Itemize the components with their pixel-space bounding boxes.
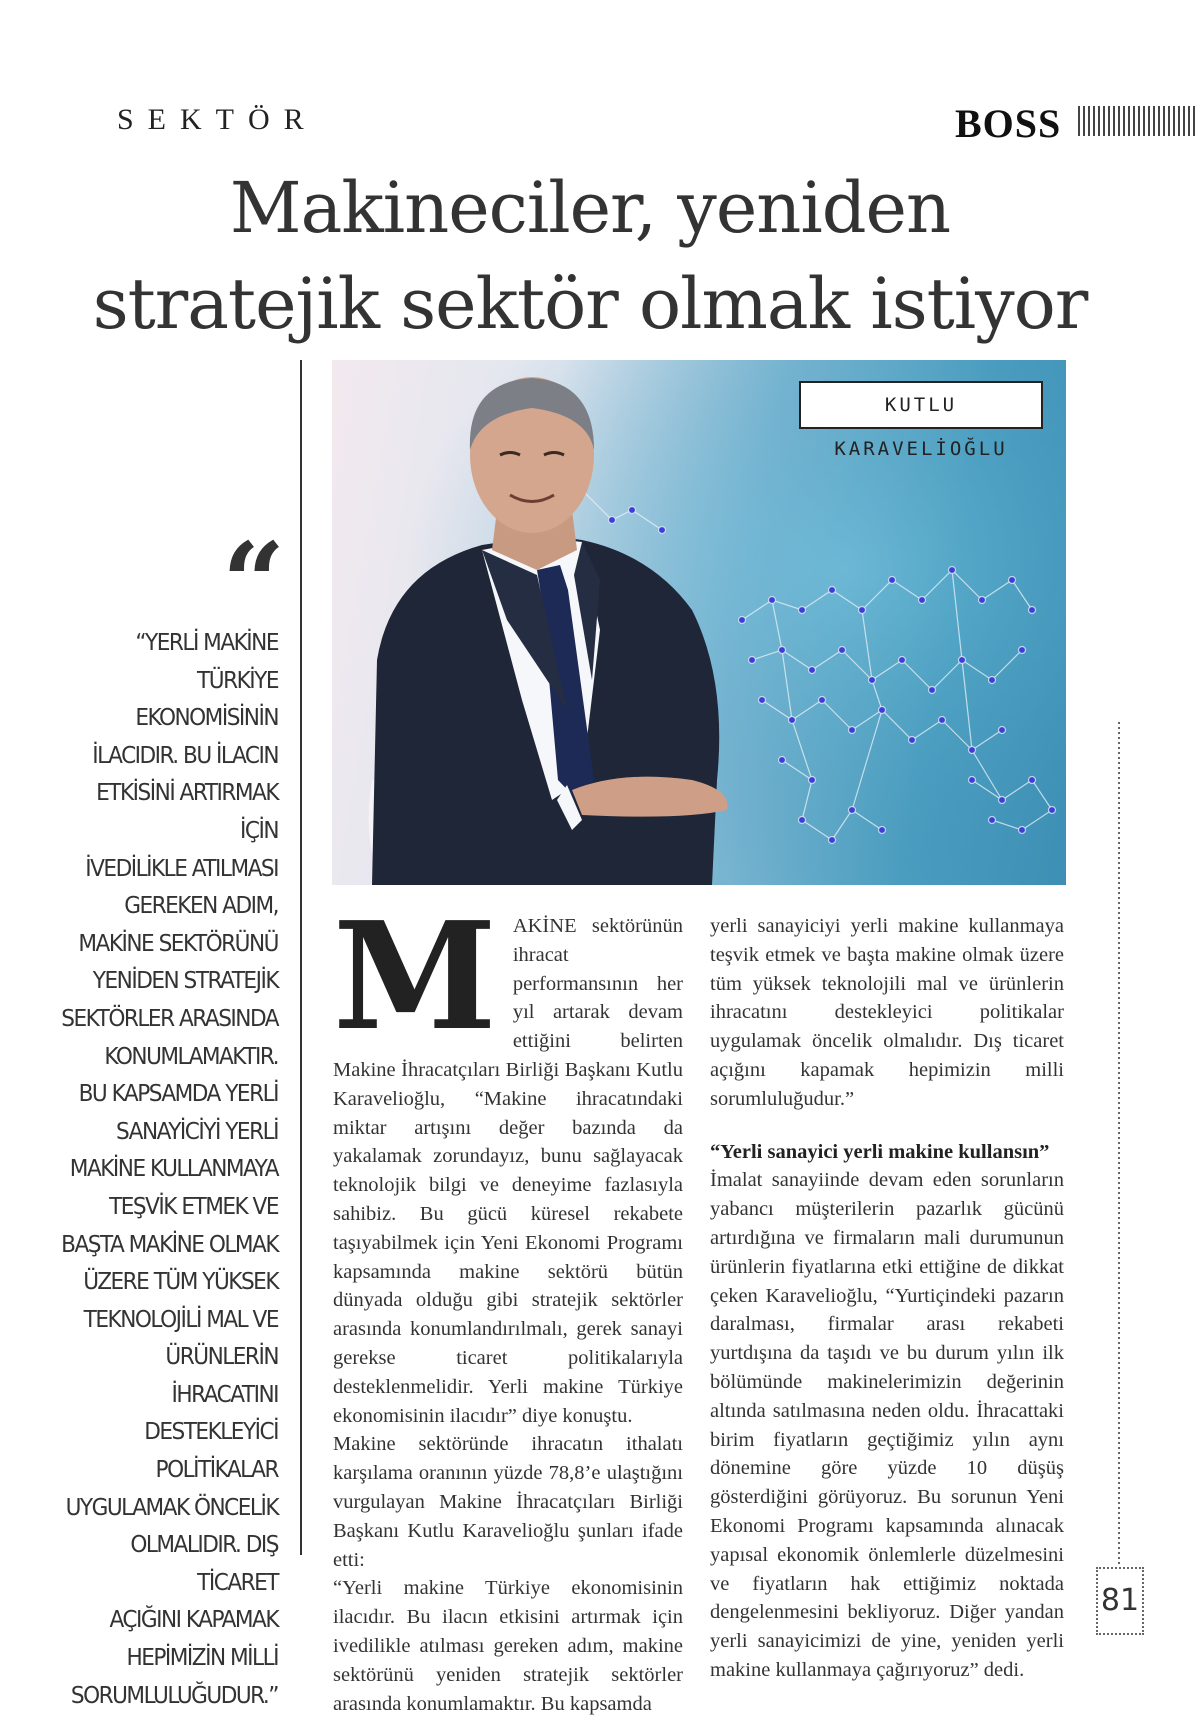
article-paragraph: “Yerli makine Türkiye ekonomisinin ilacıdır. Bu ilacın etkisini artırmak için ivedilikle atılması gereken adım, makine sektörünü yeniden stratejik sektörler arasında konumlamaktır. Bu kapsamda [333, 1577, 683, 1715]
drop-cap: M [333, 889, 497, 1063]
pull-quote-line: YENİDEN STRATEJİK [92, 968, 278, 995]
article-subheading: “Yerli sanayici yerli makine kullansın” [710, 1140, 1050, 1163]
page-edge-dotted-line [1118, 722, 1120, 1567]
pull-quote-line: MAKİNE SEKTÖRÜNÜ [78, 930, 278, 957]
article-column-1 [333, 889, 683, 1718]
pull-quote [54, 625, 278, 1715]
pull-quote-line: ÜZERE TÜM YÜKSEK [83, 1269, 278, 1296]
pull-quote-line: DESTEKLEYİCİ [144, 1419, 278, 1446]
name-tag: KUTLU KARAVELİOĞLU [799, 381, 1043, 429]
pull-quote-line: SANAYİCİYİ YERLİ [116, 1118, 278, 1145]
pull-quote-line: UYGULAMAK ÖNCELİK [65, 1494, 278, 1521]
pull-quote-line: SEKTÖRLER ARASINDA [61, 1005, 278, 1032]
article-headline [0, 160, 1180, 352]
article-paragraph: AKİNE sektörünün ihracat performansının her yıl artarak devam ettiğini belirten Makine İhracatçıları Birliği Başkanı Kutlu Karavelioğlu, “Makine ihracatındaki miktar artışını değer bazında da yakalamak zorundayız, bunu sağlayacak teknolojik bilgi ve deneyime fazlasıyla sahibiz. Bu gücü küresel rekabete taşıyabilmek için Yeni Ekonomi Programı kapsamında makine sektörü bütün dünyada olduğu gibi stratejik sektörler arasında konumlandırılmalı, gerek sanayi gerekse ticaret politikalarıyla desteklenmelidir. Yerli makine Türkiye ekonomisinin ilacıdır” diye konuştu. [333, 915, 683, 1427]
pull-quote-line: SORUMLULUĞUDUR.” [70, 1682, 278, 1709]
column-divider [300, 360, 302, 1555]
pull-quote-line: TEŞVİK ETMEK VE [109, 1193, 278, 1220]
pull-quote-line: “YERLİ MAKİNE [135, 630, 278, 656]
pull-quote-line: İVEDİLİKLE ATILMASI [85, 855, 278, 882]
logo-barcode-decoration [1078, 106, 1198, 136]
pull-quote-line: BU KAPSAMDA YERLİ [78, 1081, 278, 1108]
pull-quote-line: GEREKEN ADIM, [124, 893, 279, 920]
article-paragraph: İmalat sanayiinde devam eden sorunların yabancı müşterilerin pazarlık gücünü artırdığına ve firmaların mali durumunun ürünlerin fiyatlarına etki ettiğine de dikkat çeken Karavelioğlu, “Yurtiçindeki pazarın daralması, firmalar arası rekabeti yurtdışına da taşıdı ve bu durum yılın ilk bölümünde makinelerimizin değerinin altında satılmasına neden oldu. İhracattaki birim fiyatların geçtiğimiz yılın aynı dönemine göre yüzde 10 düşüş gösterdiğini görüyoruz. Bu sorunun Yeni Ekonomi Programı kapsamında alınacak yapısal ekonomik önlemlerle düzelmesini ve fiyatların hak ettiğimiz noktada dengelenmesini bekliyoruz. Diğer yandan yerli sanayicimizi de yine, yeniden yerli makine kullanmaya çağırıyoruz” dedi. [710, 1169, 1064, 1681]
pull-quote-line: POLİTİKALAR [155, 1457, 278, 1484]
magazine-logo: BOSS [955, 101, 1062, 146]
pull-quote-line: İLACIDIR. BU İLACIN [92, 742, 278, 769]
pull-quote-line: ETKİSİNİ ARTIRMAK İÇİN [96, 780, 279, 844]
pull-quote-line: TÜRKİYE EKONOMİSİNİN [135, 667, 278, 732]
headline-line-2: stratejik sektör olmak istiyor [92, 263, 1088, 345]
pull-quote-line: MAKİNE KULLANMAYA [69, 1156, 278, 1183]
headline-line-1: Makineciler, yeniden [229, 167, 951, 249]
pull-quote-line: HEPİMİZİN MİLLİ [126, 1645, 279, 1672]
page-number: 81 [1096, 1567, 1144, 1635]
pull-quote-line: BAŞTA MAKİNE OLMAK [61, 1231, 278, 1258]
article-paragraph: yerli sanayiciyi yerli makine kullanmaya teşvik etmek ve başta makine olmak üzere tüm yüksek teknolojili mal ve ürünlerin ihracatını destekleyici politikalar uygulamak öncelik olmalıdır. Dış ticaret açığını kapamak hepimizin milli sorumluluğudur.” [710, 915, 1064, 1110]
pull-quote-line: KONUMLAMAKTIR. [104, 1043, 278, 1070]
pull-quote-line: ÜRÜNLERİN İHRACATINI [165, 1344, 278, 1408]
section-label: SEKTÖR [117, 103, 318, 136]
pull-quote-line: AÇIĞINI KAPAMAK [109, 1607, 278, 1634]
pull-quote-line: OLMALIDIR. DIŞ TİCARET [130, 1532, 278, 1596]
pull-quote-line: TEKNOLOJİLİ MAL VE [83, 1306, 278, 1333]
quote-mark-icon: “ [222, 518, 286, 647]
article-paragraph: Makine sektöründe ihracatın ithalatı karşılama oranının yüzde 78,8’e ulaştığını vurgulayan Makine İhracatçıları Birliği Başkanı Kutlu Karavelioğlu şunları ifade etti: [333, 1433, 683, 1571]
article-column-2 [710, 912, 1064, 1685]
